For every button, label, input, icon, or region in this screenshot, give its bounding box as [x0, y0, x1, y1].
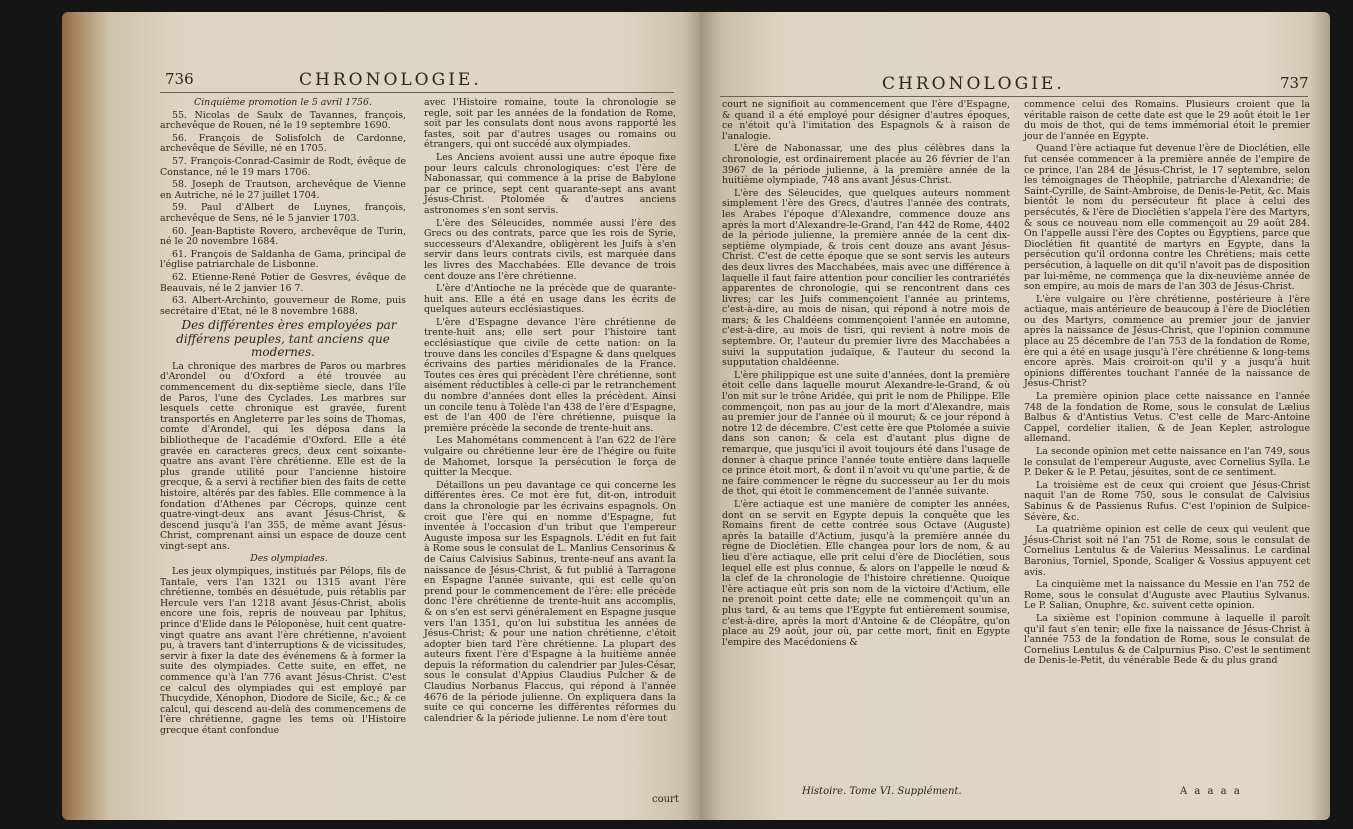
- paragraph: L'ère actiaque est une manière de compter les années, dont on se servit en Egypte depuis la conquête que les Romains firent de cette contrée sous Octave (Auguste) après la bataille d'Actium, jusqu'à la première année du règne de Dioclétien. Elle changea pour lors de nom, & au lieu d'ère actiaque, elle prit celui d'ère de Dioclétien, sous lequel elle est plus connue, & alors on l'appelle le nœud & la clef de la chronologie de l'histoire chrétienne. Quoique l'ère actiaque eût pris son nom de la victoire d'Actium, elle ne prenoit point cette date; elle ne commençoit qu'un an plus tard, & au tems que l'Egypte fut entièrement soumise, c'est-à-dire, après la mort d'Antoine & de Cléopâtre, qu'on place au 29 août, jour où, par cette mort, finit en Egypte l'empire des Macédoniens &: [722, 498, 1010, 648]
- paragraph: Quand l'ère actiaque fut devenue l'ère de Dioclétien, elle fut censée commencer à la première année de l'empire de ce prince, l'an 284 de Jésus-Christ, le 17 septembre, selon les témoignages de Théophile, patriarche d'Alexandrie; de Saint-Cyrille, de Saint-Ambroise, de Denis-le-Petit, &c. Mais bientôt le nom du persécuteur fit place à celui des persécutés, & l'ère de Dioclétien s'appela l'ère des Martyrs, & sous ce nouveau nom elle commençoit au 29 août 284. On l'appelle aussi l'ère des Coptes ou Egyptiens, parce que Dioclétien fit quantité de martyrs en Egypte, dans la persécution qu'il ordonna contre les Chrétiens; mais cette persécution, à laquelle on dit qu'il n'avoit pas de disposition par lui-même, ne commença que la dix-neuvième année de son empire, au mois de mars de l'an 303 de Jésus-Christ.: [1024, 143, 1310, 293]
- paragraph: 56. François de Solisfolch de Cardonne, archevêque de Séville, né en 1705.: [160, 132, 406, 155]
- paragraph: L'ère des Séleucides, nommée aussi l'ère des Grecs ou des contrats, parce que les rois de Syrie, successeurs d'Alexandre, obligèrent les Juifs à s'en servir dans leurs contrats civils, est marquée dans les livres des Macchabées. Elle devance de trois cent douze ans l'ère chrétienne.: [424, 217, 676, 282]
- promotion-heading: Cinquième promotion le 5 avril 1756.: [194, 97, 372, 108]
- open-book: [62, 12, 1330, 820]
- paragraph: Détaillons un peu davantage ce qui concerne les différentes ères. Ce mot ère fut, dit-on, introduit dans la chronologie par les écrivains espagnols. On croit que l'ère qui en nomme d'Espagne, fut inventée à l'occasion d'un tribut que l'empereur Auguste imposa sur les Espagnols. L'édit en fut fait à Rome sous le consulat de L. Manlius Censorinus & de Caius Calvisius Sabinus, trente-neuf ans avant la naissance de Jésus-Christ, & fut publié à Tarragone en Espagne l'année suivante, qui est celle qu'on prend pour le commencement de l'ère: elle précède donc l'ère chrétienne de trente-huit ans accomplis, & on s'en est servi généralement en Espagne jusque vers l'an 1351, qu'on lui substitua les années de Jésus-Christ; & pour une nation chrétienne, c'étoit adopter bien tard l'ère chrétienne. La plupart des auteurs fixent l'ère d'Espagne à la huitième année depuis la réformation du calendrier par Jules-César, sous le consulat d'Appius Claudius Pulcher & de Claudius Norbanus Flaccus, qui répond à l'année 4676 de la période julienne. On expliquera dans la suite ce qui concerne les différentes réformes du calendrier & la période julienne. Le nom d'ère tout: [424, 479, 676, 724]
- paragraph: 57. François-Conrad-Casimir de Rodt, évêque de Constance, né le 19 mars 1706.: [160, 155, 406, 178]
- paragraph: L'ère des Séleucides, que quelques auteurs nomment simplement l'ère des Grecs, d'autres l'année des contrats, les Arabes l'époque d'Alexandre, commence douze ans après la mort d'Alexandre-le-Grand, l'an 442 de Rome, 4402 de la période julienne, la première année de la cent dix-septième olympiade, & trois cent douze ans avant Jésus-Christ. C'est de cette époque que se sont servis les auteurs des deux livres des Macchabées, mais avec une différence à laquelle il faut faire attention pour concilier les contrariétés apparentes de chronologie, qui se rencontrent dans ces livres; car les Juifs commençoient l'année au printems, c'est-à-dire, au mois de nisan, qui répond à notre mois de mars; & les Chaldéens commençoient l'année en automne, c'est-à-dire, au mois de tisri, qui revient à notre mois de septembre. Or, l'auteur du premier livre des Macchabées a suivi la supputation judaïque, & l'auteur du second la supputation chaldéenne.: [722, 187, 1010, 369]
- paragraph: 62. Etienne-René Potier de Gesvres, évêque de Beauvais, né le 2 janvier 16 7.: [160, 271, 406, 294]
- paragraph: L'ère vulgaire ou l'ère chrétienne, postérieure à l'ère actiaque, mais antérieure de beaucoup à l'ère de Dioclétien ou des Martyrs, commence au premier jour de janvier après la naissance de Jésus-Christ, que l'opinion commune place au 25 décembre de l'an 753 de la fondation de Rome, ère qui a été en usage jusqu'à l'ère chrétienne & long-tems encore après. Mais croiroit-on qu'il y a jusqu'à huit opinions différentes touchant l'année de la naissance de Jésus-Christ?: [1024, 293, 1310, 390]
- right-column-1: [722, 100, 1010, 650]
- paragraph: court ne signifioit au commencement que l'ère d'Espagne, & quand il a été employé pour désigner d'autres époques, ce n'étoit qu'à l'imitation des Espagnols & à raison de l'analogie.: [722, 99, 1010, 142]
- right-page-number: 737: [1280, 74, 1309, 92]
- paragraph: 55. Nicolas de Saulx de Tavannes, françois, archevêque de Rouen, né le 19 septembre 1690.: [160, 109, 406, 132]
- paragraph: Les Anciens avoient aussi une autre époque fixe pour leurs calculs chronologiques: c'est l'ère de Nabonassar, qui commence à la prise de Babylone par ce prince, sept cent quarante-sept ans avant Jésus-Christ. Ptolomée & d'autres anciens astronomes s'en sont servis.: [424, 151, 676, 216]
- right-header-rule: [720, 96, 1308, 97]
- left-column-1: [160, 98, 406, 739]
- paragraph: 58. Joseph de Trautson, archevêque de Vienne en Autriche, né le 27 juillet 1704.: [160, 179, 406, 201]
- paragraph: Les jeux olympiques, institués par Pélops, fils de Tantale, vers l'an 1321 ou 1315 avant l'ère chrétienne, tombés en désuétude, puis rétablis par Hercule vers l'an 1218 avant Jésus-Christ, abolis encore une fois, repris de nouveau par Iphitus, prince d'Elide dans le Péloponèse, huit cent quatre-vingt quatre ans avant l'ère chrétienne, n'avoient pu, à travers tant d'interruptions & de vicissitudes, servir à fixer la date des événemens & à former la suite des olympiades. Cette suite, en effet, ne commence qu'à l'an 776 avant Jésus-Christ. C'est ce calcul des olympiades qui est employé par Thucydide, Xénophon, Diodore de Sicile, &c.; & ce calcul, qui descend au-delà des commencemens de l'ère chrétienne, gagne les tems où l'Histoire grecque étant confondue: [160, 566, 406, 736]
- signature-mark: A a a a a: [1180, 786, 1242, 797]
- paragraph: 60. Jean-Baptiste Rovero, archevêque de Turin, né le 20 novembre 1684.: [160, 225, 406, 248]
- paragraph: 61. François de Saldanha de Gama, principal de l'église patriarchale de Lisbonne.: [160, 248, 406, 271]
- paragraph: L'ère de Nabonassar, une des plus célèbres dans la chronologie, est ordinairement placée au 26 février de l'an 3967 de la période julienne, à la première année de la huitième olympiade, 748 ans avant Jésus-Christ.: [722, 143, 1010, 187]
- paragraph: La troisième est de ceux qui croient que Jésus-Christ naquit l'an de Rome 750, sous le consulat de Calvisius Sabinus & de Passienus Rufus. C'est l'opinion de Sulpice-Sévère, &c.: [1024, 479, 1310, 523]
- left-column-2: [424, 98, 676, 726]
- page-footer: Histoire. Tome VI. Supplément.: [802, 786, 962, 797]
- paragraph: L'ère d'Espagne devance l'ère chrétienne de trente-huit ans; elle sert pour l'histoire tant ecclésiastique que civile de cette nation: on la trouve dans les conciles d'Espagne & dans quelques écrivains des parties méridionales de la France. Toutes ces ères qui précèdent l'ère chrétienne, sont aisément réductibles à celle-ci par le retranchement du nombre d'années dont elles la précèdent. Ainsi un concile tenu à Tolède l'an 438 de l'ère d'Espagne, est de l'an 400 de l'ère chrétienne, puisque la première précède la seconde de trente-huit ans.: [424, 316, 676, 434]
- paragraph: Les Mahométans commencent à l'an 622 de l'ère vulgaire ou chrétienne leur ère de l'hégire ou fuite de Mahomet, lorsque la persécution le força de quitter la Mecque.: [424, 435, 676, 479]
- paragraph: 63. Albert-Archinto, gouverneur de Rome, puis secrétaire d'Etat, né le 8 novembre 1688.: [160, 295, 406, 317]
- right-page: [700, 12, 1330, 820]
- left-page-number: 736: [165, 70, 194, 88]
- paragraph: La sixième est l'opinion commune à laquelle il paroît qu'il faut s'en tenir; elle fixe la naissance de Jésus-Christ à l'année 753 de la fondation de Rome, sous le consulat de Cornelius Lentulus & de Calpurnius Piso. C'est le sentiment de Denis-le-Petit, du vénérable Bede & du plus grand: [1024, 612, 1310, 667]
- paragraph: La seconde opinion met cette naissance en l'an 749, sous le consulat de l'empereur Auguste, avec Cornelius Sylla. Le P. Deker & le P. Petau, jésuites, sont de ce sentiment.: [1024, 446, 1310, 479]
- left-running-header: CHRONOLOGIE.: [299, 70, 482, 90]
- right-running-header: CHRONOLOGIE.: [882, 74, 1065, 94]
- subheading: Des olympiades.: [250, 553, 328, 565]
- paragraph: L'ère philippique est une suite d'années, dont la première étoit celle dans laquelle mourut Alexandre-le-Grand, & où l'on mit sur le trône Aridée, qui prit le nom de Philippe. Elle commençoit, non pas au jour de la mort d'Alexandre, mais au premier jour de l'année où il mourut; & ce jour répond à notre 12 de décembre. C'est cette ère que Ptolomée a suivie dans son canon; & cela est d'autant plus digne de remarque, que jusqu'ici il avoit toujours été dans l'usage de donner à chaque prince l'année toute entière dans laquelle ce prince étoit mort, & dont il n'avoit vu qu'une partie, & de ne faire commencer le règne du successeur au 1er du mois de thot, qui étoit le commencement de l'année suivante.: [722, 369, 1010, 498]
- paragraph: avec l'Histoire romaine, toute la chronologie se regle, soit par les années de la fondation de Rome, soit par les consulats dont nous avons rapporté les fastes, soit par d'autres usages ou romains ou étrangers, qui ont succédé aux olympiades.: [424, 97, 676, 151]
- paragraph: 59. Paul d'Albert de Luynes, françois, archevêque de Sens, né le 5 janvier 1703.: [160, 202, 406, 224]
- section-heading: Des différentes ères employées par différens peuples, tant anciens que modernes.: [176, 318, 397, 360]
- paragraph: La première opinion place cette naissance en l'année 748 de la fondation de Rome, sous le consulat de Lælius Balbus & d'Antistius Vetus. C'est celle de Marc-Antoine Cappel, cordelier italien, & de Jean Kepler, astrologue allemand.: [1024, 391, 1310, 445]
- paragraph: commence celui des Romains. Plusieurs croient que la véritable raison de cette date est que le 29 août étoit le 1er du mois de thot, qui de tems immémorial étoit le premier jour de l'année en Egypte.: [1024, 99, 1310, 142]
- right-column-2: [1024, 100, 1310, 669]
- left-catchword: court: [652, 794, 679, 805]
- left-page: [62, 12, 700, 820]
- left-header-rule: [160, 92, 674, 93]
- paragraph: La chronique des marbres de Paros ou marbres d'Arondel ou d'Oxford a été trouvée au commencement du dix-septième siecle, dans l'île de Paros, l'une des Cyclades. Les marbres sur lesquels cette chronique est gravée, furent transportés en Angleterre par les soins de Thomas, comte d'Arondel, qui les déposa dans la bibliotheque de l'académie d'Oxford. Elle a été gravée en caracteres grecs, deux cent soixante-quatre ans avant l'ère chrétienne. Elle est de la plus grande utilité pour l'ancienne histoire grecque, & a servi à rectifier bien des faits de cette histoire, altérés par des fables. Elle commence à la fondation d'Athenes par Cécrops, quinze cent quatre-vingt-deux ans avant Jésus-Christ, & descend jusqu'à l'an 355, de même avant Jésus-Christ, comprenant ainsi un espace de douze cent vingt-sept ans.: [160, 360, 406, 552]
- paragraph: La quatrième opinion est celle de ceux qui veulent que Jésus-Christ soit né l'an 751 de Rome, sous le consulat de Cornelius Lentulus & de Valerius Messalinus. Le cardinal Baronius, Torniel, Sponde, Scaliger & Vossius appuyent cet avis.: [1024, 524, 1310, 578]
- paragraph: L'ère d'Antioche ne la précède que de quarante-huit ans. Elle a été en usage dans les écrits de quelques auteurs ecclésiastiques.: [424, 283, 676, 316]
- paragraph: La cinquième met la naissance du Messie en l'an 752 de Rome, sous le consulat d'Auguste avec Plautius Sylvanus. Le P. Salian, Onuphre, &c. suivent cette opinion.: [1024, 579, 1310, 612]
